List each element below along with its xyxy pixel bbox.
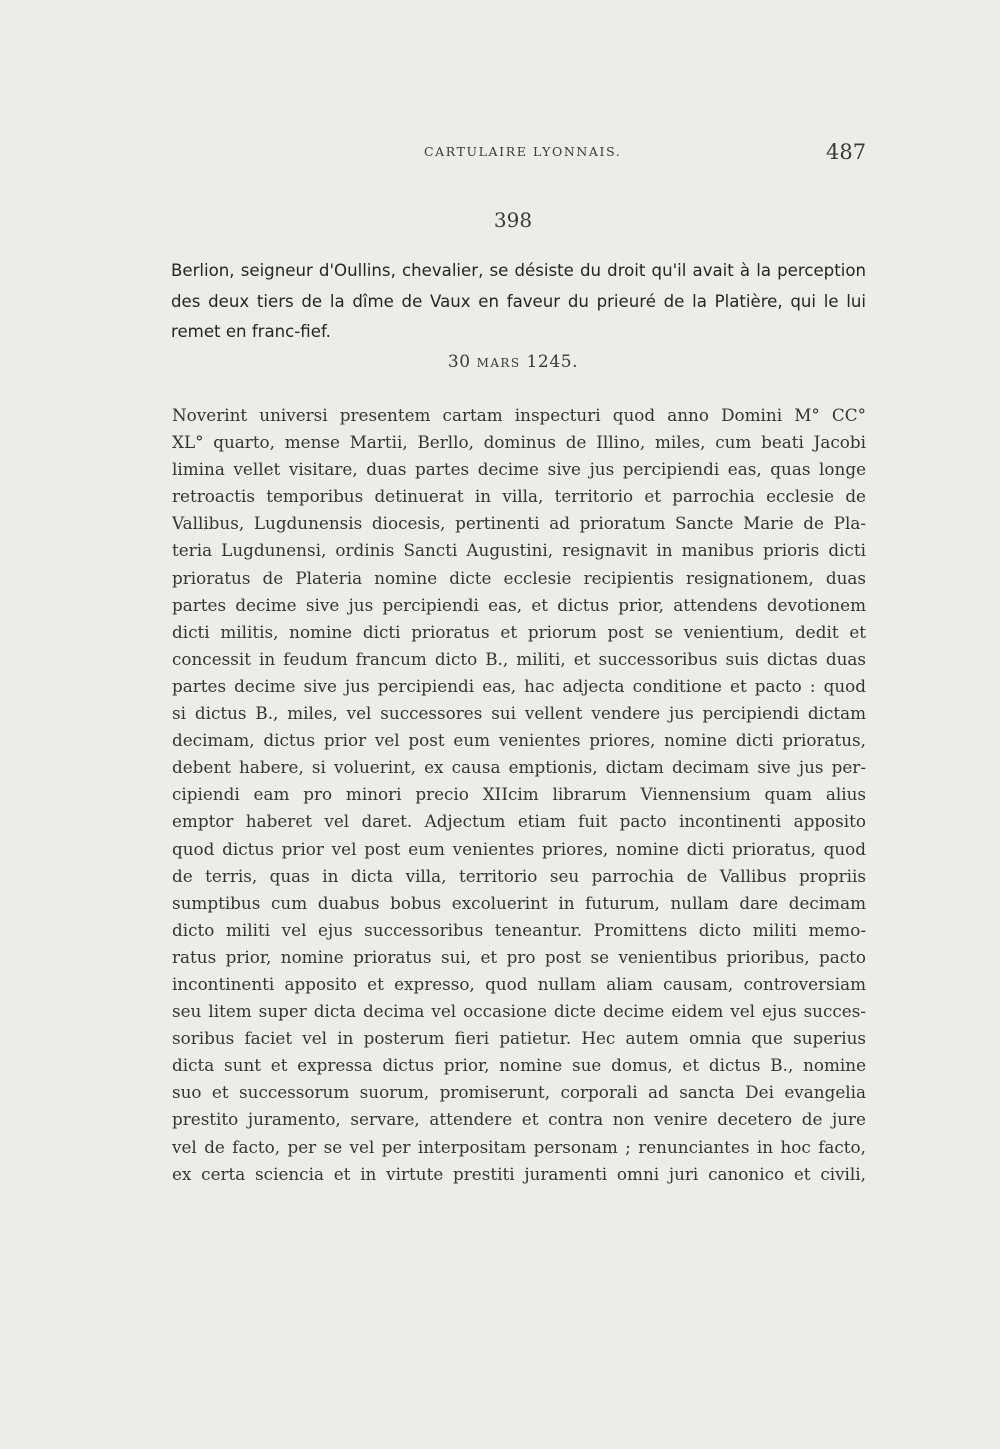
body-line: dicto militi vel ejus successoribus teneantur. Promittens dicto militi memo-	[172, 919, 866, 940]
body-line: debent habere, si voluerint, ex causa emptionis, dictam decimam sive jus per-	[172, 757, 866, 778]
body-line: cipiendi eam pro minori precio XIIcim librarum Viennensium quam alius	[172, 784, 866, 805]
date-month: MARS	[476, 356, 521, 370]
body-line: prestito juramento, servare, attendere et contra non venire decetero de jure	[172, 1109, 866, 1130]
charter-body	[172, 402, 866, 1188]
body-line: vel de facto, per se vel per interpositam personam ; renunciantes in hoc facto,	[172, 1136, 866, 1157]
body-line: retroactis temporibus detinuerat in villa, territorio et parrochia ecclesie de	[172, 486, 866, 507]
body-line: decimam, dictus prior vel post eum venientes priores, nomine dicti prioratus,	[172, 730, 866, 751]
date-day: 30	[447, 352, 471, 372]
body-line: limina vellet visitare, duas partes decime sive jus percipiendi eas, quas longe	[172, 459, 866, 480]
body-line: suo et successorum suorum, promiserunt, corporali ad sancta Dei evangelia	[172, 1082, 866, 1103]
running-title: CARTULAIRE LYONNAIS.	[424, 144, 622, 159]
running-head	[0, 142, 1000, 166]
charter-date	[0, 352, 1000, 372]
body-line: ratus prior, nomine prioratus sui, et pro post se venientibus prioribus, pacto	[172, 946, 866, 967]
body-line: teria Lugdunensi, ordinis Sancti Augustini, resignavit in manibus prioris dicti	[172, 540, 866, 561]
body-line: dicta sunt et expressa dictus prior, nomine sue domus, et dictus B., nomine	[172, 1055, 866, 1076]
body-line: incontinenti apposito et expresso, quod nullam aliam causam, controversiam	[172, 973, 866, 994]
body-line: prioratus de Plateria nomine dicte ecclesie recipientis resignationem, duas	[172, 567, 866, 588]
page-number: 487	[826, 140, 867, 164]
body-line: XL° quarto, mense Martii, Berllo, dominus de Illino, miles, cum beati Jacobi	[172, 432, 866, 453]
body-line: sumptibus cum duabus bobus excoluerint in futurum, nullam dare decimam	[172, 892, 866, 913]
body-line: dicti militis, nomine dicti prioratus et priorum post se venientium, dedit et	[172, 621, 866, 642]
charter-number: 398	[493, 208, 533, 232]
body-line: seu litem super dicta decima vel occasione dicte decime eidem vel ejus succes-	[172, 1001, 866, 1022]
body-line: partes decime sive jus percipiendi eas, et dictus prior, attendens devotionem	[172, 594, 866, 615]
body-line: ex certa sciencia et in virtute prestiti juramenti omni juri canonico et civili,	[172, 1163, 866, 1184]
body-line: Vallibus, Lugdunensis diocesis, pertinenti ad prioratum Sancte Marie de Pla-	[172, 513, 866, 534]
body-line: soribus faciet vel in posterum fieri patietur. Hec autem omnia que superius	[172, 1028, 866, 1049]
date-year: 1245.	[526, 352, 579, 372]
body-line: emptor haberet vel daret. Adjectum etiam fuit pacto incontinenti apposito	[172, 811, 866, 832]
body-line: de terris, quas in dicta villa, territorio seu parrochia de Vallibus propriis	[172, 865, 866, 886]
summary-text: Berlion, seigneur d'Oullins, chevalier, se désiste du droit qu'il avait à la perception des deux tiers de la dîme de Vaux en faveur du prieuré de la Platière, qui le lui remet en franc-fief.	[171, 261, 866, 341]
body-line: Noverint universi presentem cartam inspecturi quod anno Domini M° CC°	[172, 405, 866, 425]
charter-summary	[171, 256, 866, 348]
body-line: si dictus B., miles, vel successores sui vellent vendere jus percipiendi dictam	[172, 703, 866, 724]
body-line: partes decime sive jus percipiendi eas, hac adjecta conditione et pacto : quod	[172, 675, 866, 696]
body-line: quod dictus prior vel post eum venientes priores, nomine dicti prioratus, quod	[172, 838, 866, 859]
body-line: concessit in feudum francum dicto B., militi, et successoribus suis dictas duas	[172, 648, 866, 669]
